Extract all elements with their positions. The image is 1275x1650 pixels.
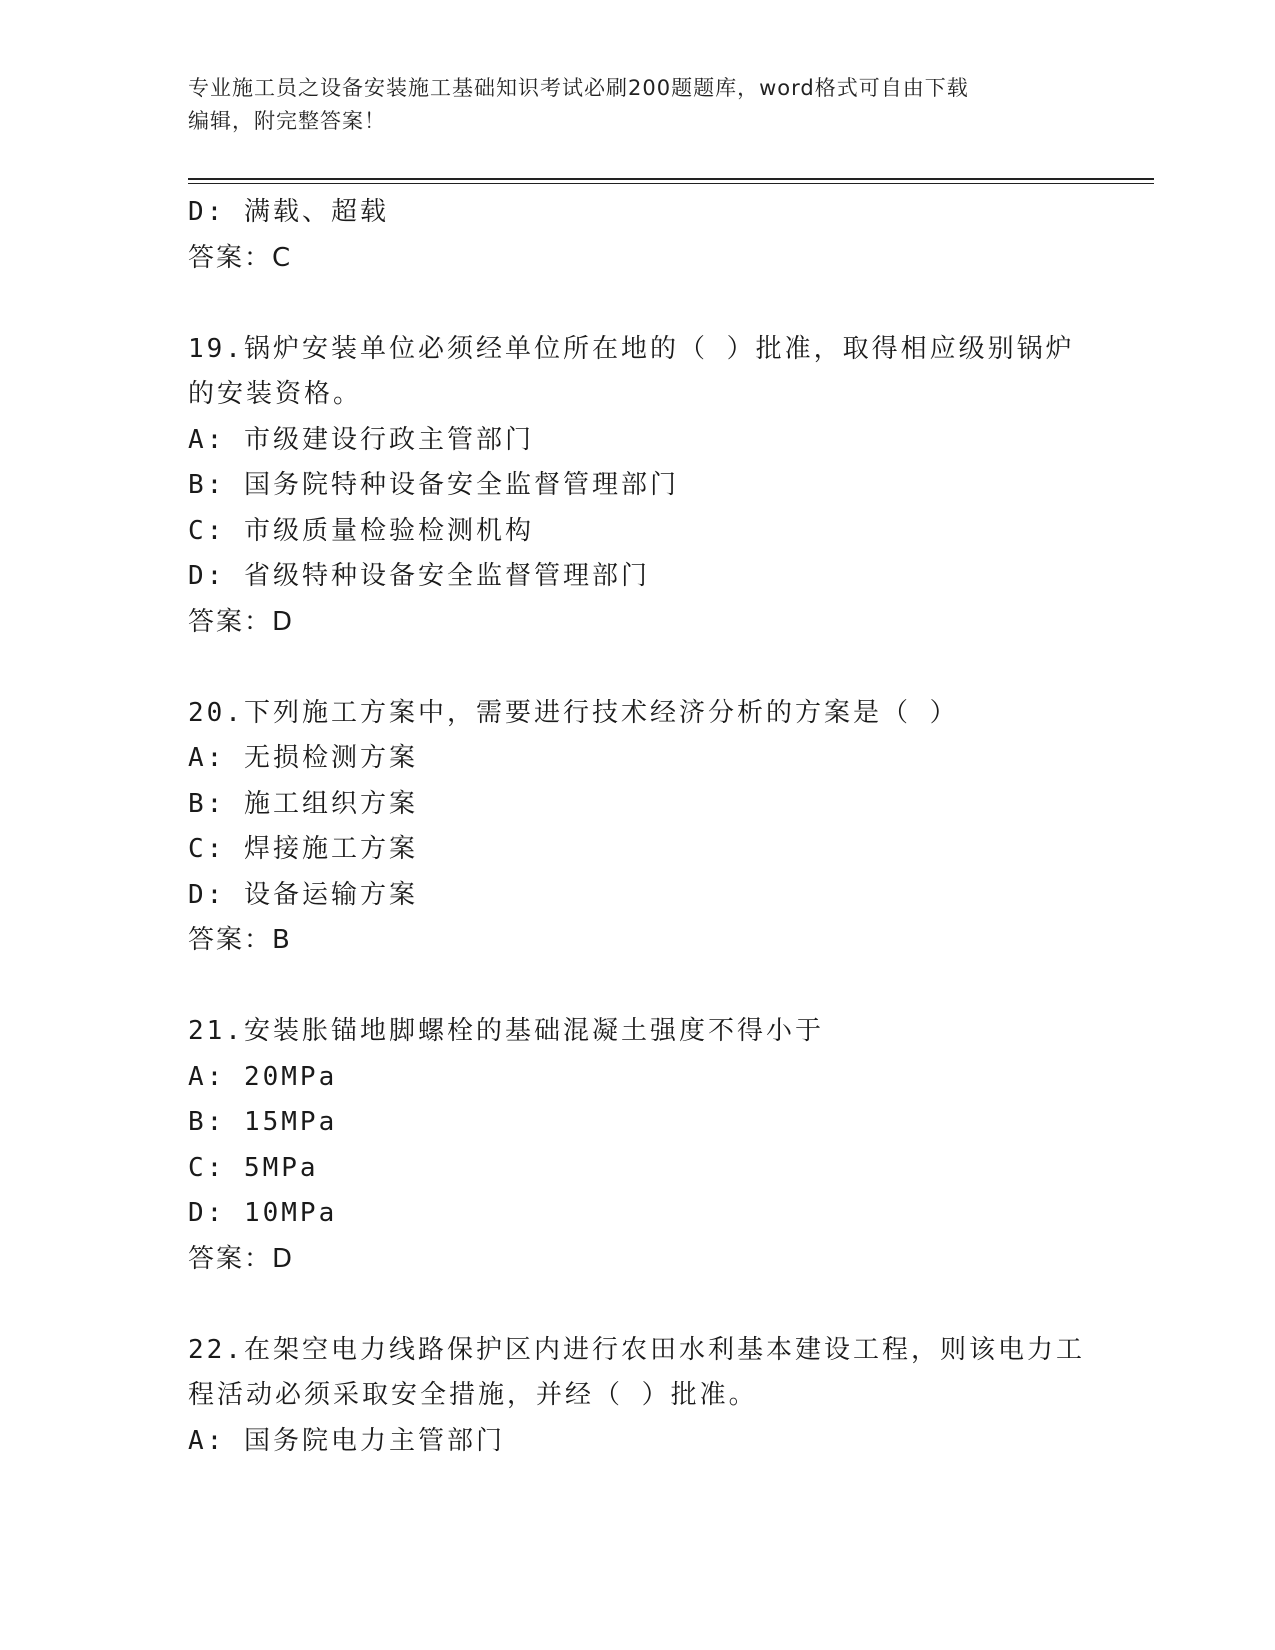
option-b: B: 国务院特种设备安全监督管理部门: [188, 470, 679, 500]
page-header: [188, 72, 1068, 138]
question-20: [188, 691, 1088, 964]
option-d: D: 设备运输方案: [188, 879, 418, 910]
spacer: [188, 964, 1088, 1010]
continued-question: [188, 190, 1088, 281]
option-d: D: 满载、超载: [188, 197, 389, 227]
question-stem: 21.安装胀锚地脚螺栓的基础混凝土强度不得小于: [188, 1016, 824, 1046]
question-21: [188, 1009, 1088, 1282]
header-divider-thick: [188, 178, 1154, 180]
question-stem: 程活动必须采取安全措施，并经（ ）批准。: [188, 1380, 758, 1410]
spacer: [188, 1282, 1088, 1328]
option-b: B: 施工组织方案: [188, 788, 418, 819]
header-line-1: 专业施工员之设备安装施工基础知识考试必刷200题题库，word格式可自由下载: [188, 76, 969, 100]
question-22: [188, 1328, 1088, 1465]
option-b: B: 15MPa: [188, 1107, 338, 1137]
question-stem: 20.下列施工方案中，需要进行技术经济分析的方案是（ ）: [188, 697, 959, 728]
option-c: C: 市级质量检验检测机构: [188, 515, 534, 546]
option-c: C: 焊接施工方案: [188, 834, 418, 864]
header-line-2: 编辑，附完整答案！: [188, 109, 386, 133]
question-list: [188, 190, 1088, 1464]
answer-line: 答案：C: [188, 242, 293, 273]
option-d: D: 10MPa: [188, 1198, 338, 1228]
answer-line: 答案：D: [188, 606, 295, 637]
option-c: C: 5MPa: [188, 1152, 319, 1183]
option-a: A: 市级建设行政主管部门: [188, 424, 534, 455]
spacer: [188, 281, 1088, 327]
option-a: A: 国务院电力主管部门: [188, 1425, 505, 1456]
question-stem: 的安装资格。: [188, 379, 363, 409]
answer-line: 答案：B: [188, 925, 292, 955]
spacer: [188, 645, 1088, 691]
question-stem: 22.在架空电力线路保护区内进行农田水利基本建设工程，则该电力工: [188, 1334, 1085, 1365]
option-d: D: 省级特种设备安全监督管理部门: [188, 561, 650, 591]
answer-line: 答案：D: [188, 1243, 295, 1274]
question-19: [188, 327, 1088, 646]
question-stem: 19.锅炉安装单位必须经单位所在地的（ ）批准，取得相应级别锅炉: [188, 333, 1075, 364]
option-a: A: 无损检测方案: [188, 743, 418, 773]
option-a: A: 20MPa: [188, 1061, 338, 1092]
header-divider-thin: [188, 183, 1154, 184]
